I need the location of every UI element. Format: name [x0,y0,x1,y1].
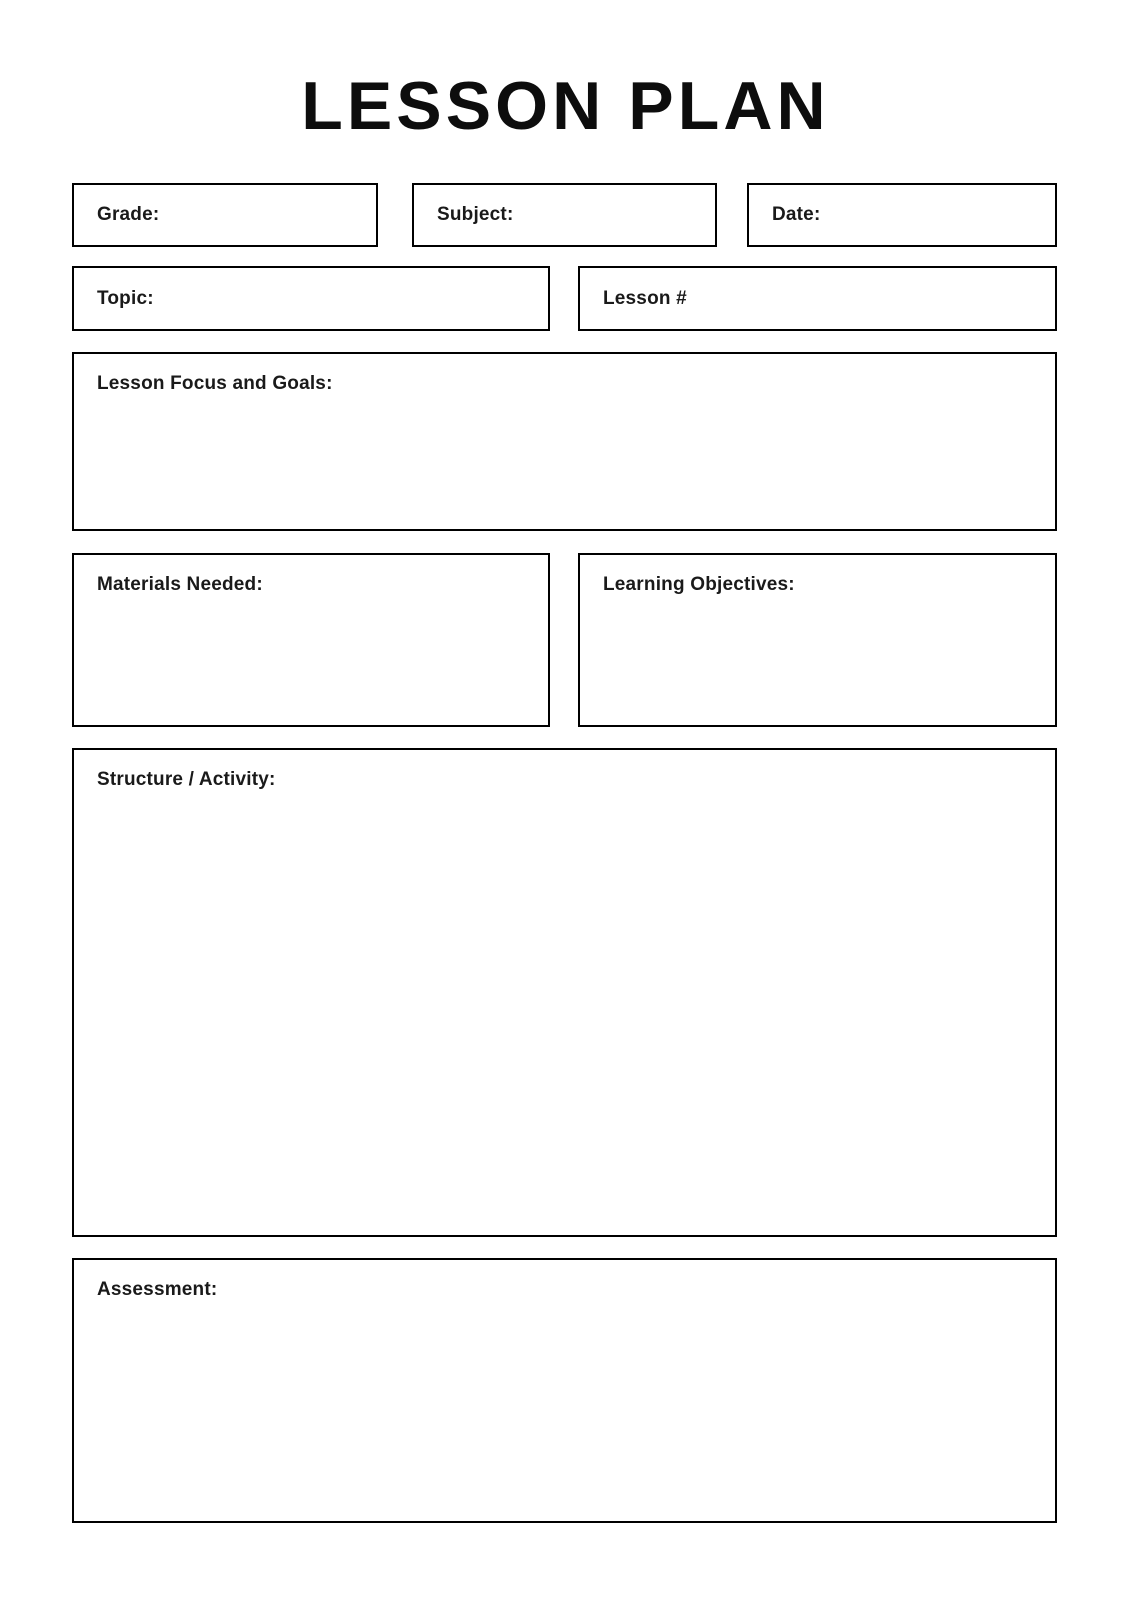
page-title: LESSON PLAN [301,68,830,144]
objectives-label: Learning Objectives: [603,574,795,595]
structure-activity-label: Structure / Activity: [97,769,276,790]
lesson-focus-label: Lesson Focus and Goals: [97,373,333,394]
structure-activity-field[interactable] [72,748,1057,1237]
lesson-focus-field[interactable] [72,352,1057,531]
lesson-number-field[interactable] [578,266,1057,331]
date-field[interactable] [747,183,1057,247]
topic-label: Topic: [97,287,154,309]
assessment-field[interactable] [72,1258,1057,1523]
materials-label: Materials Needed: [97,574,263,595]
subject-field[interactable] [412,183,717,247]
lesson-number-label: Lesson # [603,287,687,309]
objectives-field[interactable] [578,553,1057,727]
materials-field[interactable] [72,553,550,727]
date-label: Date: [772,204,821,225]
subject-label: Subject: [437,204,514,225]
grade-field[interactable] [72,183,378,247]
assessment-label: Assessment: [97,1279,218,1300]
topic-field[interactable] [72,266,550,331]
grade-label: Grade: [97,204,160,225]
